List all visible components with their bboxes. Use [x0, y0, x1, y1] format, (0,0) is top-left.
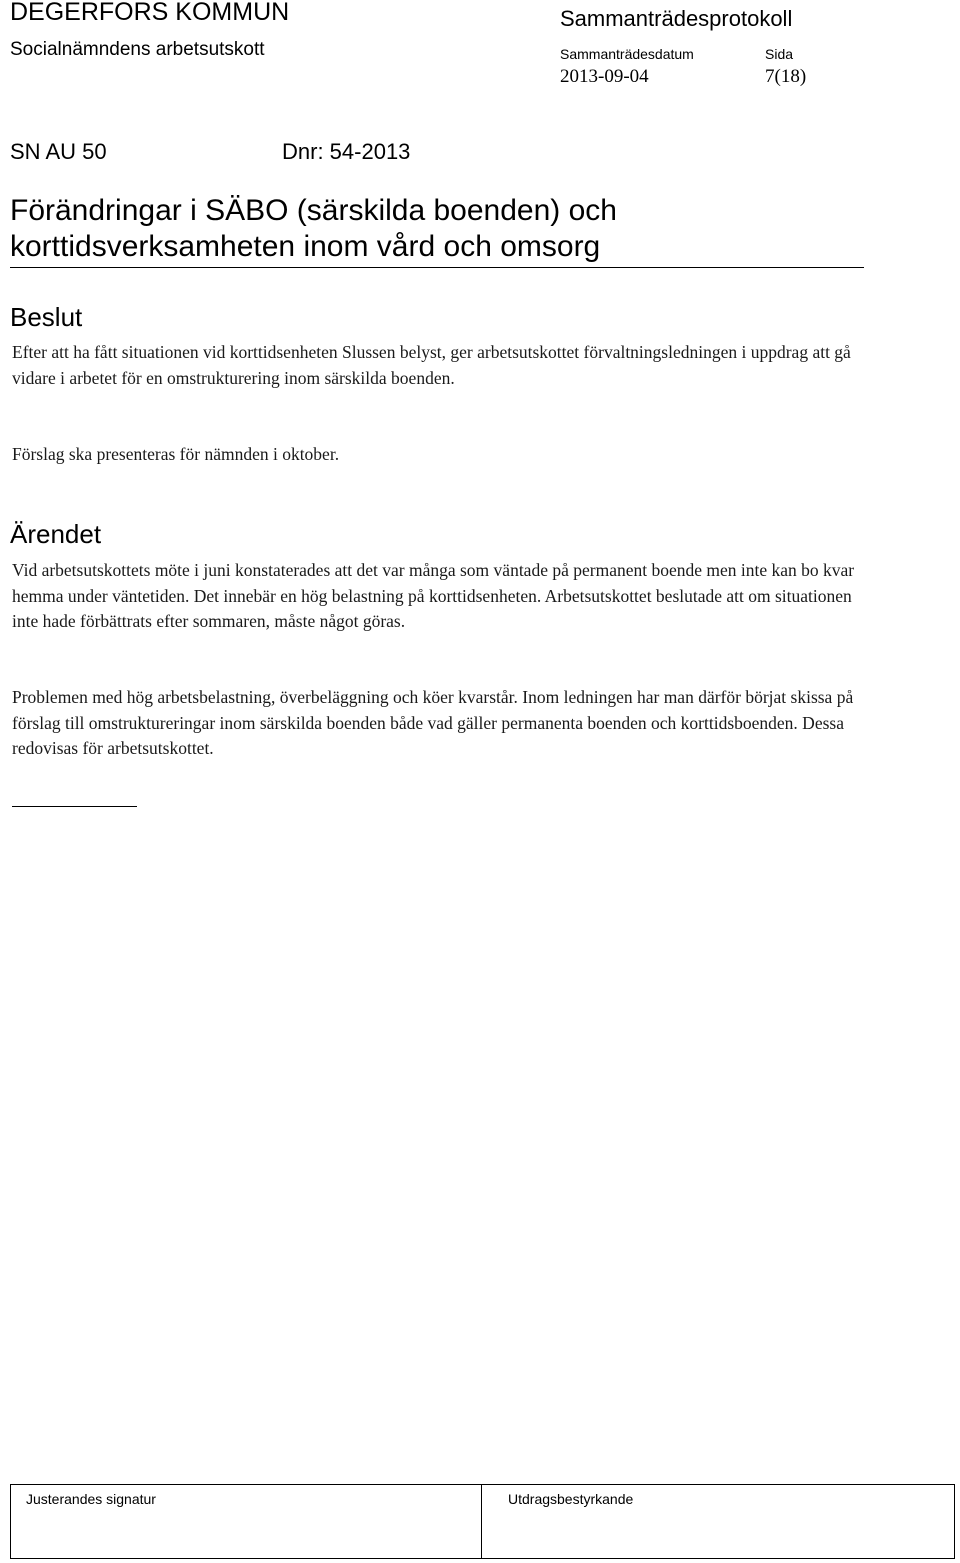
page-number: 7(18) [765, 66, 807, 87]
case-title: Förändringar i SÄBO (särskilda boenden) och korttidsverksamheten inom vård och omsorg [10, 194, 617, 263]
matter-paragraph: Vid arbetsutskottets möte i juni konstaterades att det var många som väntade på permanent boende men inte kan bo kvar hemma under väntetiden. Det innebär en hög belastning på korttidsenheten. Arbetsutskottet beslutade att om situationen inte hade förbättrats efter sommaren, måste något göras. [12, 560, 855, 631]
case-id: SN AU 50 [10, 139, 107, 164]
document-type: Sammanträdesprotokoll [560, 6, 793, 31]
matter-paragraph: Problemen med hög arbetsbelastning, överbeläggning och köer kvarstår. Inom ledningen har man därför börjat skissa på förslag till omstruktureringar inom särskilda boenden både vad gäller permanenta boenden och korttidsboenden. Dessa redovisas för arbetsutskottet. [12, 687, 854, 758]
footer-divider [481, 1485, 482, 1558]
decision-paragraph: Efter att ha fått situationen vid korttidsenheten Slussen belyst, ger arbetsutskottet förvaltningsledningen i uppdrag att gå vidare i arbetet för en omstrukturering inom särskilda boenden. [12, 342, 851, 388]
meeting-date-label: Sammanträdesdatum [560, 46, 694, 62]
committee-name: Socialnämndens arbetsutskott [10, 39, 265, 60]
organization-name: DEGERFORS KOMMUN [10, 0, 290, 26]
diary-number: Dnr: 54-2013 [282, 139, 411, 164]
signature-footer [10, 1484, 955, 1559]
decision-heading: Beslut [10, 302, 83, 332]
signature-label: Justerandes signatur [26, 1491, 156, 1507]
decision-paragraph: Förslag ska presenteras för nämnden i oktober. [12, 444, 340, 464]
page-label: Sida [765, 46, 794, 62]
end-divider [12, 806, 137, 807]
matter-heading: Ärendet [10, 519, 102, 549]
meeting-date-value: 2013-09-04 [560, 66, 649, 87]
title-divider [10, 267, 864, 268]
certification-label: Utdragsbestyrkande [508, 1491, 634, 1507]
